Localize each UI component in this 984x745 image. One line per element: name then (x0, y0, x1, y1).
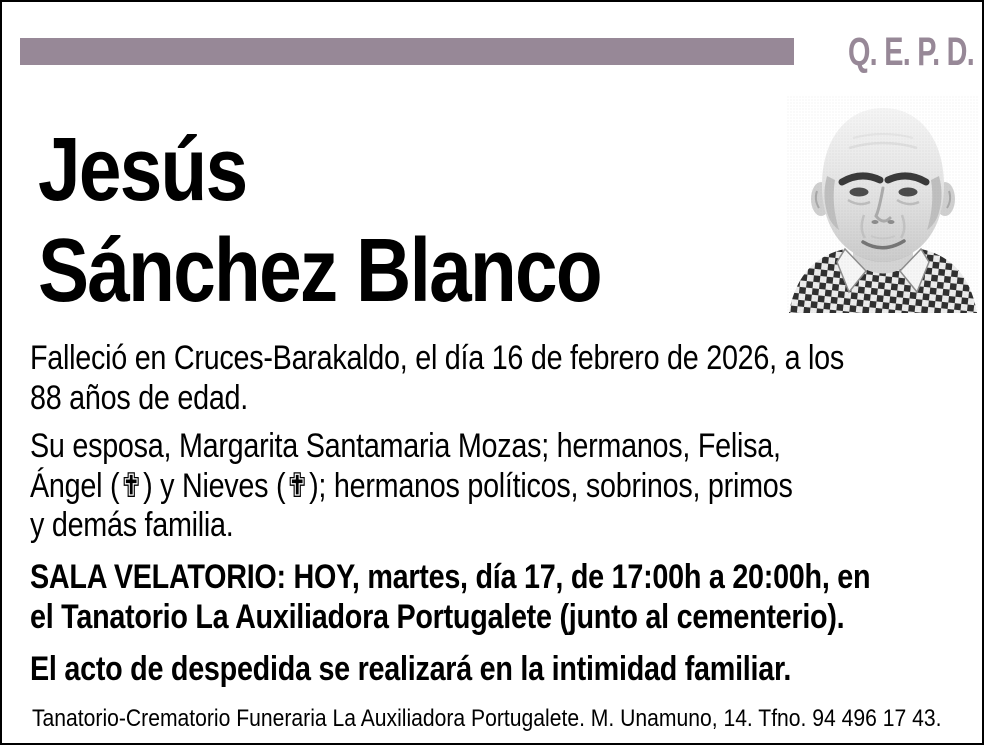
death-info-paragraph (30, 339, 844, 418)
header-row (20, 29, 974, 74)
deceased-name-line2: Sánchez Blanco (38, 221, 601, 321)
funeral-home-contact: Tanatorio-Crematorio Funeraria La Auxiliadora Portugalete. M. Unamuno, 14. Tfno. 94 496 17 43. (32, 705, 942, 732)
deceased-name-line1: Jesús (38, 120, 247, 220)
death-info-line1: Falleció en Cruces-Barakaldo, el día 16 de febrero de 2026, a los (30, 339, 845, 377)
family-line1: Su esposa, Margarita Santamaria Mozas; hermanos, Felisa, (30, 427, 781, 465)
wake-info-line1: SALA VELATORIO: HOY, martes, día 17, de 17:00h a 20:00h, en (30, 558, 871, 596)
qepd-label: Q. E. P. D. (848, 29, 974, 74)
farewell-line: El acto de despedida se realizará en la intimidad familiar. (30, 650, 792, 688)
deceased-name (38, 120, 601, 322)
bw-portrait-elderly-man-image (787, 96, 979, 313)
deceased-photo (787, 96, 979, 313)
family-line2: Ángel (✟) y Nieves (✟); hermanos políticos, sobrinos, primos (30, 466, 793, 505)
header-accent-bar (20, 38, 794, 65)
family-paragraph (30, 427, 793, 546)
family-line3: y demás familia. (30, 506, 234, 544)
wake-info-paragraph (30, 558, 870, 637)
wake-info-line2: el Tanatorio La Auxiliadora Portugalete (junto al cementerio). (30, 597, 845, 636)
farewell-paragraph (30, 650, 791, 690)
death-info-line2: 88 años de edad. (30, 378, 249, 417)
